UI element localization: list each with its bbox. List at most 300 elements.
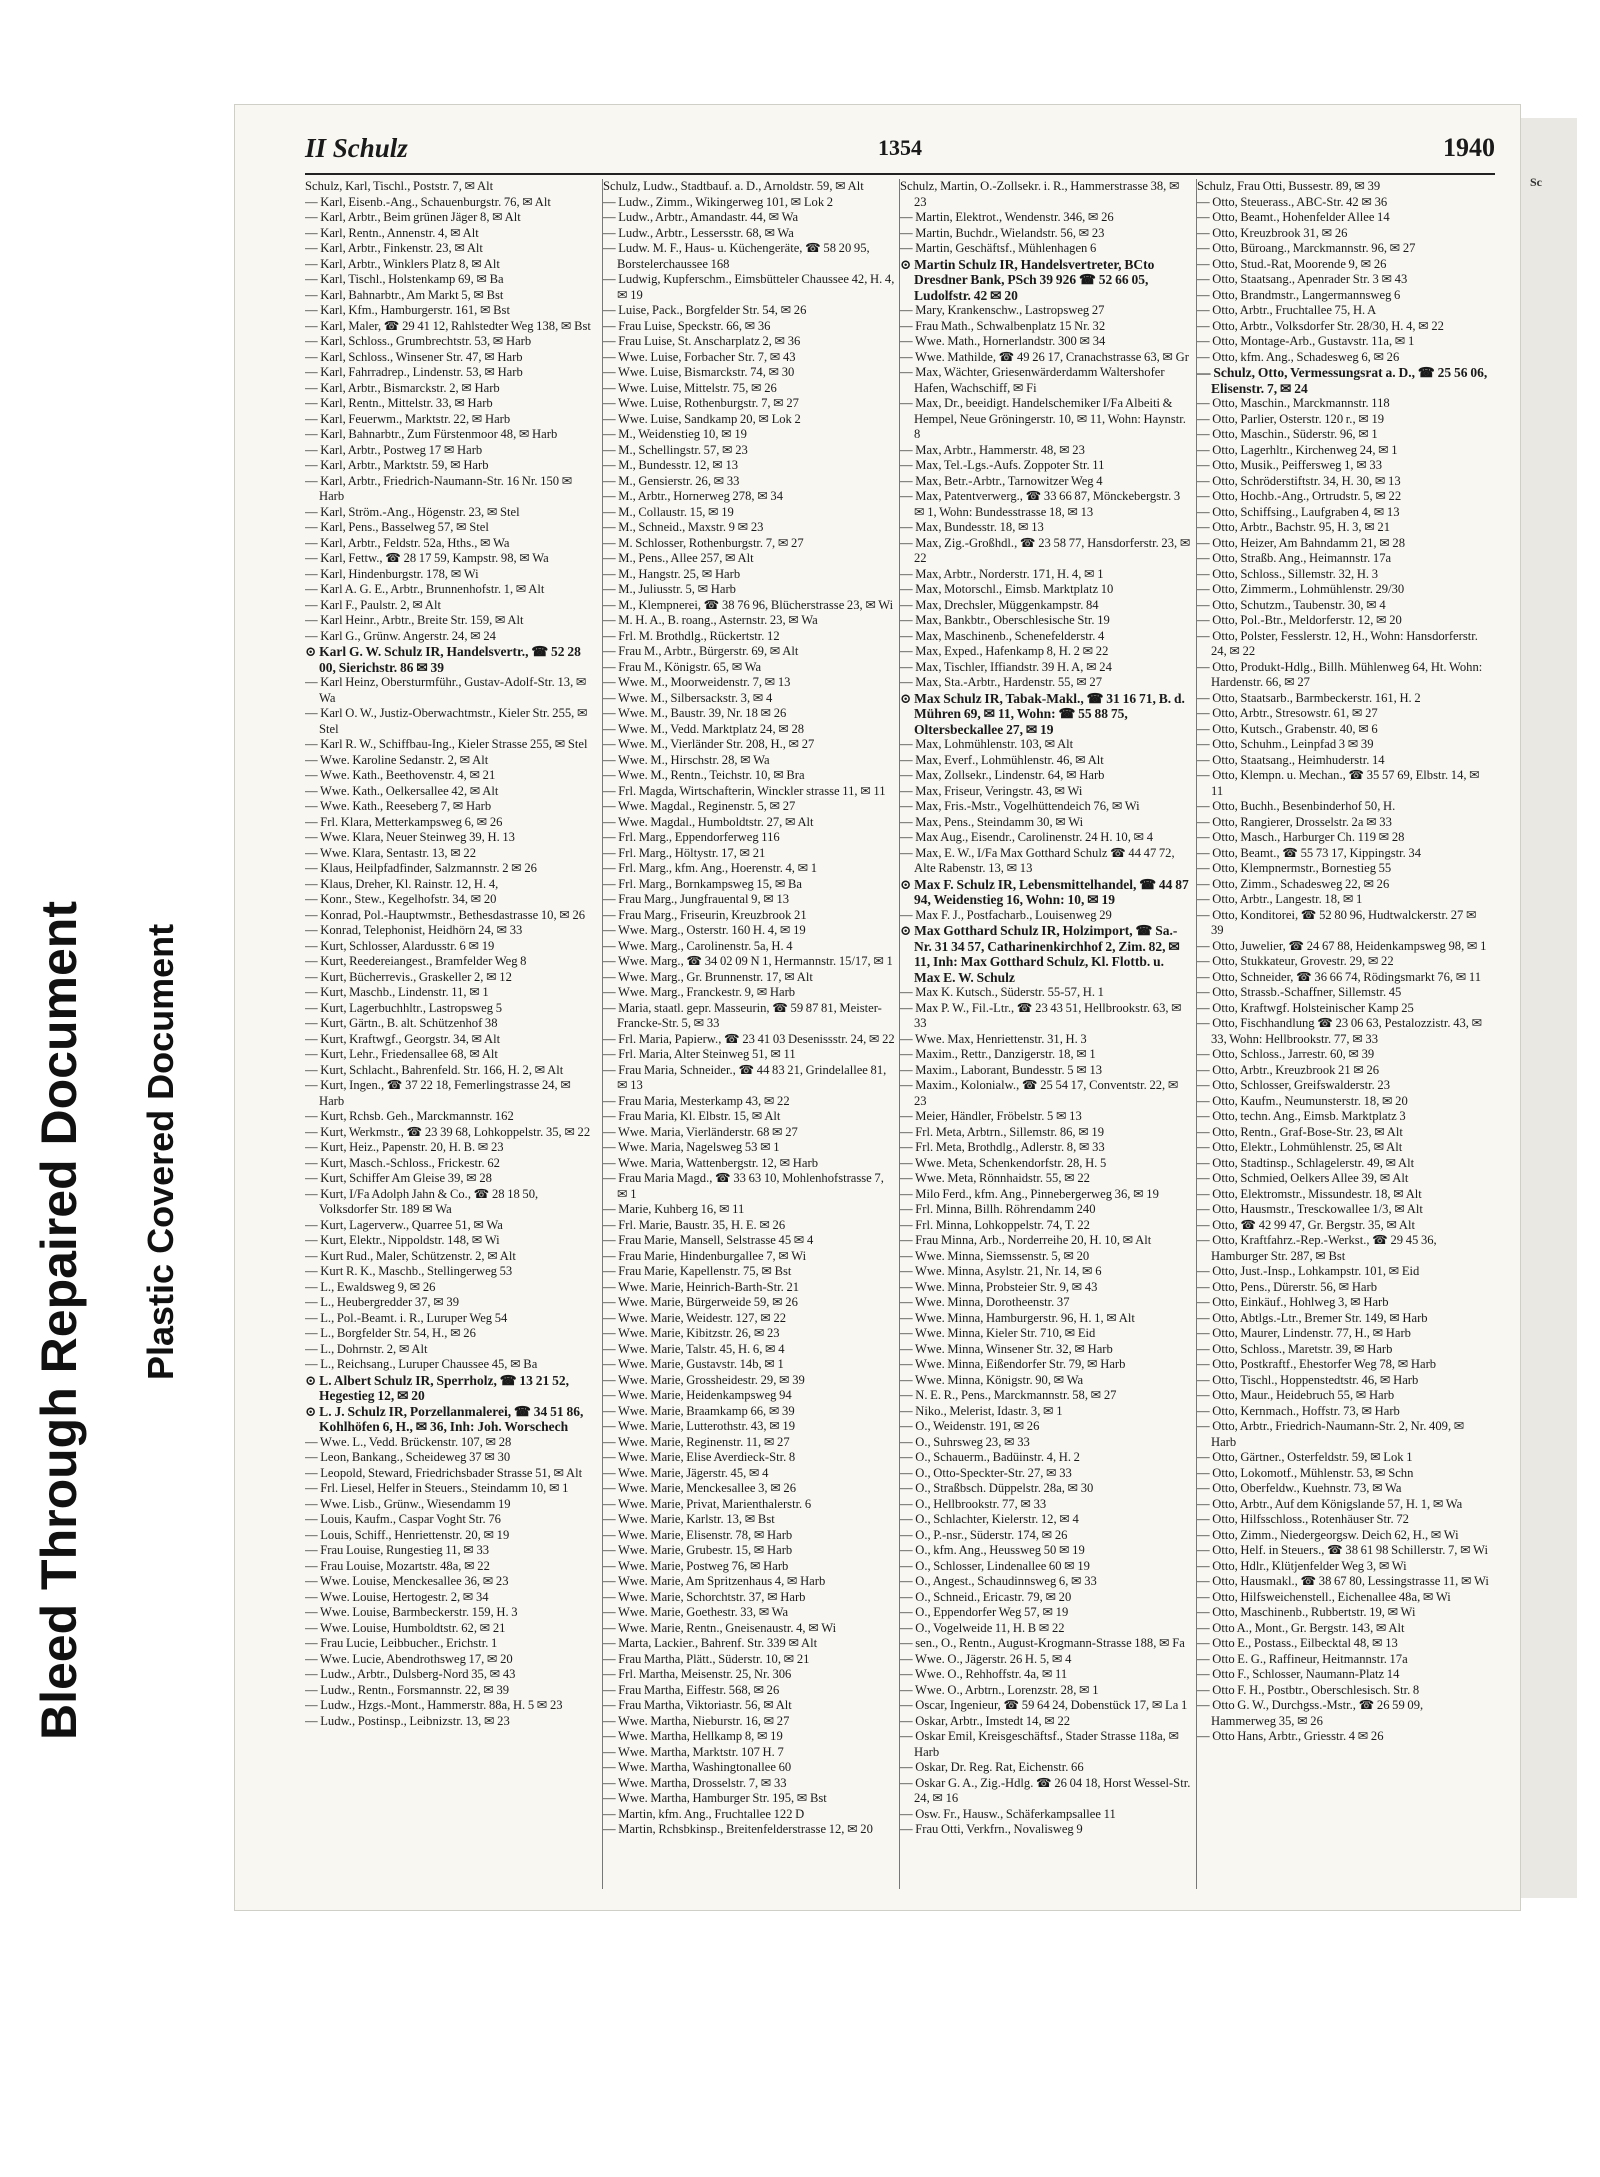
directory-entry: — Frl. Maria, Alter Steinweg 51, ✉ 11 [603,1047,796,1061]
directory-entry: — Otto, Zimmerm., Lohmühlenstr. 29/30 [1197,582,1405,596]
directory-entry: — Otto, Hochb.-Ang., Ortrudstr. 5, ✉ 22 [1197,489,1402,503]
directory-entry: — Max F. J., Postfacharb., Louisenweg 29 [900,907,1112,922]
directory-entry: — O., Vogelweide 11, H. B ✉ 22 [900,1620,1065,1635]
directory-entry: — Otto, Pol.-Btr., Meldorferstr. 12, ✉ 20 [1197,613,1402,627]
directory-entry: — Kurt, Gärtn., B. alt. Schützenhof 38 [305,1016,498,1030]
directory-entry: — Karl F., Paulstr. 2, ✉ Alt [305,597,441,612]
directory-entry: — Otto, Strassb.-Schaffner, Sillemstr. 45 [1197,985,1402,999]
directory-entry: — Ludwig, Kupferschm., Eimsbütteler Chaussee 42, H. 4, ✉ 19 [603,272,895,302]
directory-entry: — Karl, Bahnarbtr., Am Markt 5, ✉ Bst [305,287,504,302]
directory-entry: — Frau Maria, Schneider., ☎ 44 83 21, Grindelallee 81, ✉ 13 [603,1062,887,1092]
directory-entry: — Otto, Beamt., Hohenfelder Allee 14 [1197,210,1390,224]
directory-entry: — Otto, Schiffsing., Laufgraben 4, ✉ 13 [1197,504,1400,519]
directory-entry: — Otto, Arbtr., Langestr. 18, ✉ 1 [1197,892,1363,906]
directory-entry: — Frl. Meta, Arbtrn., Sillemstr. 86, ✉ 19 [900,1124,1105,1139]
directory-entry: — Otto, Schlosser, Greifswalderstr. 23 [1197,1078,1391,1092]
directory-entry: — Frl. Meta, Brothdlg., Adlerstr. 8, ✉ 33 [900,1140,1105,1154]
directory-entry: — Wwe. Minna, Dorotheenstr. 37 [900,1295,1070,1309]
directory-entry: — Otto, Staatsang., Apenrader Str. 3 ✉ 43 [1197,272,1408,286]
directory-entry: — Ludw., Rentn., Forsmannstr. 22, ✉ 39 [305,1682,510,1697]
directory-entry: — Otto, Staatsang., Heimhuderstr. 14 [1197,752,1385,767]
directory-entry: — Otto, Hausmstr., Tresckowallee 1/3, ✉ Alt [1197,1202,1423,1216]
directory-entry: — Max, E. W., I/Fa Max Gotthard Schulz ☎ 44 47 72, Alte Rabenstr. 13, ✉ 13 [900,845,1175,875]
directory-entry: — Otto, techn. Ang., Eimsb. Marktplatz 3 [1197,1109,1406,1123]
directory-entry: — O., Schauerm., Badüinstr. 4, H. 2 [900,1450,1080,1464]
directory-entry: — Frau Maria, Mesterkamp 43, ✉ 22 [603,1093,790,1108]
directory-entry: — Otto E., Postass., Eilbecktal 48, ✉ 13 [1197,1636,1398,1650]
directory-entry: — Karl, Arbtr., Postweg 17 ✉ Harb [305,442,483,457]
directory-entry: — Wwe. Luise, Forbacher Str. 7, ✉ 43 [603,349,796,364]
directory-entry: — Frl. Magda, Wirtschafterin, Winckler strasse 11, ✉ 11 [603,783,886,798]
directory-entry: — Otto, Heizer, Am Bahndamm 21, ✉ 28 [1197,535,1406,550]
directory-entry: — Marie, Kuhberg 16, ✉ 11 [603,1202,745,1216]
directory-entry: — Niko., Melerist, Idastr. 3, ✉ 1 [900,1403,1063,1418]
directory-entry: — Schulz, Otto, Vermessungsrat a. D., ☎ 25 56 06, Elisenstr. 7, ✉ 24 [1197,365,1488,396]
directory-entry: — Mary, Krankenschw., Lastropsweg 27 [900,303,1105,317]
directory-entry: ⊙ Max Schulz IR, Tabak-Makl., ☎ 31 16 71, B. d. Mühren 69, ✉ 11, Wohn: ☎ 55 88 75, Oltersbeckallee 27, ✉ 19 [900,690,1185,737]
directory-entry: — Otto, Schloss., Sillemstr. 32, H. 3 [1197,566,1379,581]
directory-entry: — Frl. Marg., Höltystr. 17, ✉ 21 [603,845,766,860]
directory-entry: — Karl Heinz, Obersturmführ., Gustav-Adolf-Str. 13, ✉ Wa [305,675,587,705]
directory-entry: — Kurt, Schlosser, Alardusstr. 6 ✉ 19 [305,938,495,953]
directory-entry: — Martin, Geschäftsf., Mühlenhagen 6 [900,241,1097,255]
directory-entry: — Wwe. Marie, Rentn., Gneisenaustr. 4, ✉ Wi [603,1620,837,1635]
directory-entry: — M., Klempnerei, ☎ 38 76 96, Blücherstrasse 23, ✉ Wi [603,597,894,612]
directory-entry: — Wwe. Martha, Hamburger Str. 195, ✉ Bst [603,1791,827,1805]
directory-entry: — Kurt, Bücherrevis., Graskeller 2, ✉ 12 [305,969,512,984]
directory-entry: — Ludw., Hzgs.-Mont., Hammerstr. 88a, H. 5 ✉ 23 [305,1698,563,1712]
directory-entry: — Otto, Kraftfahrz.-Rep.-Werkst., ☎ 29 45 36, Hamburger Str. 287, ✉ Bst [1197,1233,1437,1263]
directory-entry: — Otto, Produkt-Hdlg., Billh. Mühlenweg 64, Ht. Wohn: Hardenstr. 66, ✉ 27 [1197,659,1483,689]
directory-entry: — Wwe. Marie, Privat, Marienthalerstr. 6 [603,1496,812,1511]
directory-entry: — Otto, Arbtr., Auf dem Königslande 57, H. 1, ✉ Wa [1197,1496,1463,1511]
directory-entry: — Otto, ☎ 42 99 47, Gr. Bergstr. 35, ✉ Alt [1197,1217,1415,1232]
page-number: 1354 [878,135,922,160]
directory-entry: — Frau Louise, Mozartstr. 48a, ✉ 22 [305,1558,490,1573]
directory-entry: — Wwe. Minna, Eißendorfer Str. 79, ✉ Harb [900,1357,1126,1371]
directory-entry: — Wwe. Marie, Gustavstr. 14b, ✉ 1 [603,1357,784,1371]
directory-entry: — Oscar, Ingenieur, ☎ 59 64 24, Dobenstück 17, ✉ La 1 [900,1698,1188,1712]
directory-entry: — Frl. Marg., Eppendorferweg 116 [603,830,780,844]
directory-entry: — Karl, Arbtr., Marktstr. 59, ✉ Harb [305,458,489,472]
directory-entry: — Max, Betr.-Arbtr., Tarnowitzer Weg 4 [900,473,1103,488]
directory-entry: — Karl, Kfm., Hamburgerstr. 161, ✉ Bst [305,303,510,317]
directory-entry: — Karl A. G. E., Arbtr., Brunnenhofstr. 1, ✉ Alt [305,582,545,596]
directory-entry: — Milo Ferd., kfm. Ang., Pinnebergerweg 36, ✉ 19 [900,1186,1159,1201]
section-title: II Schulz [305,133,408,163]
directory-entry: — Max, Zollsekr., Lindenstr. 64, ✉ Harb [900,768,1105,782]
directory-entry: — Frl. Marie, Baustr. 35, H. E. ✉ 26 [603,1217,786,1232]
directory-entry: — Otto, Schröderstiftstr. 34, H. 30, ✉ 13 [1197,473,1401,488]
directory-entry: — Otto, Musik., Peiffersweg 1, ✉ 33 [1197,458,1383,472]
directory-entry: — Wwe. Minna, Probsteier Str. 9, ✉ 43 [900,1279,1098,1294]
directory-entry: — Wwe. Marg., ☎ 34 02 09 N 1, Hermannstr. 15/17, ✉ 1 [603,954,893,968]
directory-entry: — Otto, Maurer, Lindenstr. 77, H., ✉ Harb [1197,1326,1411,1340]
directory-entry: — Frl. Marg., Bornkampsweg 15, ✉ Ba [603,876,803,891]
directory-entry: — Otto, Schneider, ☎ 36 66 74, Rödingsmarkt 76, ✉ 11 [1197,969,1482,984]
directory-entry: — Frau Martha, Viktoriastr. 56, ✉ Alt [603,1698,792,1712]
directory-entry: — Otto, Einkäuf., Hohlweg 3, ✉ Harb [1197,1295,1389,1309]
directory-entry: — Wwe. Luise, Sandkamp 20, ✉ Lok 2 [603,411,801,426]
directory-entry: — Karl G., Grünw. Angerstr. 24, ✉ 24 [305,628,496,643]
directory-entry: — Wwe. Minna, Siemssenstr. 5, ✉ 20 [900,1248,1090,1263]
directory-entry: — Wwe. Martha, Drosselstr. 7, ✉ 33 [603,1775,787,1790]
directory-entry: — Frau Marie, Mansell, Selstrasse 45 ✉ 4 [603,1233,814,1247]
directory-entry: — Otto, Straßb. Ang., Heimannstr. 17a [1197,551,1392,565]
directory-column-1 [305,179,597,1889]
directory-entry: — Frau Luise, St. Anscharplatz 2, ✉ 36 [603,334,801,348]
directory-entry: — Wwe. Maria, Nagelsweg 53 ✉ 1 [603,1140,780,1154]
directory-entry: — Ludw. M. F., Haus- u. Küchengeräte, ☎ 58 20 95, Borstelerchaussee 168 [603,241,870,271]
directory-entry: — Otto F., Schlosser, Naumann-Platz 14 [1197,1667,1400,1681]
directory-entry: — Ludw., Arbtr., Dulsberg-Nord 35, ✉ 43 [305,1667,516,1681]
directory-entry: — Maxim., Rettr., Danzigerstr. 18, ✉ 1 [900,1047,1096,1061]
directory-entry: — M., Bundesstr. 12, ✉ 13 [603,458,739,472]
directory-entry: — Otto, Elektromstr., Missundestr. 18, ✉ Alt [1197,1186,1422,1201]
directory-entry: — Otto, Klempn. u. Mechan., ☎ 35 57 69, Elbstr. 14, ✉ 11 [1197,768,1480,798]
directory-entry: — Wwe. Marie, Heinrich-Barth-Str. 21 [603,1279,800,1294]
directory-entry: — Karl Heinr., Arbtr., Breite Str. 159, ✉ Alt [305,613,524,627]
directory-entry: — O., Suhrsweg 23, ✉ 33 [900,1434,1030,1449]
directory-entry: — Kurt, Lagerverw., Quarree 51, ✉ Wa [305,1217,503,1232]
directory-entry: — Wwe. Marie, Grossheidestr. 29, ✉ 39 [603,1372,805,1387]
directory-entry: — Wwe. Marg., Osterstr. 160 H. 4, ✉ 19 [603,923,806,937]
directory-entry: — Wwe. Maria, Vierländerstr. 68 ✉ 27 [603,1124,798,1139]
directory-entry: — Martin, Rchsbkinsp., Breitenfelderstrasse 12, ✉ 20 [603,1822,873,1836]
directory-entry: — Max, Tel.-Lgs.-Aufs. Zoppoter Str. 11 [900,458,1105,472]
directory-entry: — Otto, Postkraftf., Ehestorfer Weg 78, ✉ Harb [1197,1357,1437,1371]
directory-entry: — Otto, Staatsarb., Barmbeckerstr. 161, H. 2 [1197,690,1421,705]
directory-entry: — Wwe. Minna, Kieler Str. 710, ✉ Eid [900,1326,1096,1340]
directory-entry: — Otto, Pens., Dürerstr. 56, ✉ Harb [1197,1279,1377,1294]
directory-entry: — Karl, Fettw., ☎ 28 17 59, Kampstr. 98, ✉ Wa [305,551,549,565]
directory-entry: — M. Schlosser, Rothenburgstr. 7, ✉ 27 [603,535,804,550]
directory-entry: — Wwe. Lisb., Grünw., Wiesendamm 19 [305,1496,511,1511]
directory-entry: — Max, Exped., Hafenkamp 8, H. 2 ✉ 22 [900,644,1109,658]
directory-entry: — Otto A., Mont., Gr. Bergstr. 143, ✉ Alt [1197,1620,1405,1635]
directory-entry: — Wwe. Martha, Washingtonallee 60 [603,1760,792,1774]
directory-entry: — Max, Bankbtr., Oberschlesische Str. 19 [900,613,1110,627]
directory-entry: — Oskar, Arbtr., Imstedt 14, ✉ 22 [900,1713,1071,1728]
directory-entry: — Wwe. Marg., Franckestr. 9, ✉ Harb [603,985,796,999]
directory-entry: — Wwe. Marie, Jägerstr. 45, ✉ 4 [603,1465,769,1480]
directory-entry: — Karl, Bahnarbtr., Zum Fürstenmoor 48, ✉ Harb [305,427,558,441]
directory-entry: — Frau Luise, Speckstr. 66, ✉ 36 [603,318,771,333]
directory-entry: — Kurt, Rchsb. Geh., Marckmannstr. 162 [305,1109,514,1123]
directory-entry: — Frau Maria Magd., ☎ 33 63 10, Mohlenhofstrasse 7, ✉ 1 [603,1171,884,1201]
directory-entry: — Frau M., Arbtr., Bürgerstr. 69, ✉ Alt [603,644,799,658]
directory-entry: — Karl, Rentn., Annenstr. 4, ✉ Alt [305,225,479,240]
directory-entry: ⊙ Karl G. W. Schulz IR, Handelsvertr., ☎ 52 28 00, Sierichstr. 86 ✉ 39 [305,644,581,675]
directory-entry: — O., Hellbrookstr. 77, ✉ 33 [900,1496,1047,1511]
directory-entry: — Otto, Brandmstr., Langermannsweg 6 [1197,287,1401,302]
directory-entry: — Max, Sta.-Arbtr., Hardenstr. 55, ✉ 27 [900,675,1103,689]
directory-entry: — Otto, Hausmakl., ☎ 38 67 80, Lessingstrasse 11, ✉ Wi [1197,1574,1489,1588]
directory-entry: — L., Dohrnstr. 2, ✉ Alt [305,1341,428,1356]
directory-entry: — Max, Motorschl., Eimsb. Marktplatz 10 [900,582,1114,596]
directory-entry: — Wwe. Kath., Beethovenstr. 4, ✉ 21 [305,768,496,782]
directory-entry: — Karl, Arbtr., Feldstr. 52a, Hths., ✉ Wa [305,535,510,550]
directory-entry: — M., Schneid., Maxstr. 9 ✉ 23 [603,520,764,534]
directory-entry: — L., Borgfelder Str. 54, H., ✉ 26 [305,1326,476,1340]
directory-entry: — Otto, Masch., Harburger Ch. 119 ✉ 28 [1197,830,1405,844]
directory-entry: — Wwe. Minna, Hamburgerstr. 96, H. 1, ✉ Alt [900,1310,1135,1325]
directory-entry: — Wwe. Magdal., Humboldtstr. 27, ✉ Alt [603,814,814,829]
directory-entry: — Wwe. M., Rentn., Teichstr. 10, ✉ Bra [603,768,805,782]
directory-entry: — Otto, Fischhandlung ☎ 23 06 63, Pestalozzistr. 43, ✉ 33, Wohn: Hellbrookstr. 77, ✉ 33 [1197,1016,1483,1046]
directory-entry: Schulz, Ludw., Stadtbauf. a. D., Arnoldstr. 59, ✉ Alt [603,179,864,193]
directory-entry: — O., Straßbsch. Düppelstr. 28a, ✉ 30 [900,1481,1094,1495]
directory-entry: — Wwe. M., Baustr. 39, Nr. 18 ✉ 26 [603,706,787,720]
directory-entry: — Karl, Arbtr., Winklers Platz 8, ✉ Alt [305,256,500,271]
directory-entry: — Kurt, Ingen., ☎ 37 22 18, Femerlingstrasse 24, ✉ Harb [305,1078,571,1108]
directory-entry: — Otto, Zimm., Niedergeorgsw. Deich 62, H., ✉ Wi [1197,1527,1459,1542]
directory-entry: — Otto, Schloss., Jarrestr. 60, ✉ 39 [1197,1047,1375,1061]
directory-entry: — Karl, Fahrradrep., Lindenstr. 53, ✉ Harb [305,365,523,379]
directory-entry: — Otto, Maschin., Süderstr. 96, ✉ 1 [1197,427,1378,441]
directory-entry: — Karl, Arbtr., Friedrich-Naumann-Str. 16 Nr. 150 ✉ Harb [305,473,573,503]
directory-entry: ⊙ Max Gotthard Schulz IR, Holzimport, ☎ Sa.-Nr. 31 34 57, Catharinenkirchhof 2, Zim. 82, ✉ 11, Inh: Max Gotthard Schulz, Kl. Flottb. u. Max E. W. Schulz [900,923,1180,985]
directory-entry: — Otto, Arbtr., Bachstr. 95, H. 3, ✉ 21 [1197,520,1391,534]
directory-entry: — O., Schneid., Ericastr. 79, ✉ 20 [900,1589,1072,1604]
directory-entry: — Otto, Büroang., Marckmannstr. 96, ✉ 27 [1197,241,1416,255]
directory-entry: — Wwe. Maria, Wattenbergstr. 12, ✉ Harb [603,1155,818,1170]
directory-entry: — Frau Math., Schwalbenplatz 15 Nr. 32 [900,318,1106,333]
directory-entry: ⊙ Max F. Schulz IR, Lebensmittelhandel, ☎ 44 87 94, Weidenstieg 16, Wohn: 10, ✉ 19 [900,876,1189,907]
directory-entry: — Wwe. Max, Henriettenstr. 31, H. 3 [900,1031,1087,1046]
directory-entry: — Otto, Stadtinsp., Schlagelerstr. 49, ✉ Alt [1197,1155,1415,1170]
directory-columns [305,179,1495,1889]
directory-entry: — O., Schlachter, Kielerstr. 12, ✉ 4 [900,1512,1079,1526]
directory-entry: — Otto, Juwelier, ☎ 24 67 88, Heidenkampsweg 98, ✉ 1 [1197,938,1487,953]
directory-entry: — Wwe. Marie, Reginenstr. 11, ✉ 27 [603,1434,790,1449]
directory-entry: — Otto, Arbtr., Friedrich-Naumann-Str. 2, Nr. 409, ✉ Harb [1197,1419,1465,1449]
directory-entry: — Max, Dr., beeidigt. Handelschemiker I/Fa Albeiti & Hempel, Neue Gröningerstr. 10, ✉ 11, Wohn: Haynstr. 8 [900,396,1186,441]
directory-entry: — Otto, Elektr., Lohmühlenstr. 25, ✉ Alt [1197,1140,1403,1154]
directory-entry: — Oskar G. A., Zig.-Hdlg. ☎ 26 04 18, Horst Wessel-Str. 24, ✉ 16 [900,1775,1191,1805]
directory-entry: — Wwe. Kath., Oelkersallee 42, ✉ Alt [305,783,499,798]
directory-entry: — Max, Wächter, Griesenwärderdamm Waltershofer Hafen, Wachschiff, ✉ Fi [900,365,1165,395]
directory-entry: — Otto, Helf. in Steuers., ☎ 38 61 98 Schillerstr. 7, ✉ Wi [1197,1543,1488,1557]
directory-entry: — Maria, staatl. gepr. Masseurin, ☎ 59 87 81, Meister-Francke-Str. 5, ✉ 33 [603,1000,882,1030]
directory-entry: — Otto, Kernmach., Hoffstr. 73, ✉ Harb [1197,1403,1400,1418]
directory-entry: ⊙ L. Albert Schulz IR, Sperrholz, ☎ 13 21 52, Hegestieg 12, ✉ 20 [305,1372,570,1403]
directory-entry: — M., Pens., Allee 257, ✉ Alt [603,551,754,565]
directory-entry: — Wwe. Marie, Menckesallee 3, ✉ 26 [603,1481,797,1495]
directory-entry: — Otto, Montage-Arb., Gustavstr. 11a, ✉ 1 [1197,334,1415,348]
directory-entry: — Kurt, Reedereiangest., Bramfelder Weg 8 [305,954,527,968]
directory-entry: — Klaus, Dreher, Kl. Rainstr. 12, H. 4, [305,876,499,891]
directory-entry: — Karl, Rentn., Mittelstr. 33, ✉ Harb [305,396,493,410]
directory-entry: — Maxim., Laborant, Bundesstr. 5 ✉ 13 [900,1062,1103,1077]
directory-entry: — Max, Arbtr., Norderstr. 171, H. 4, ✉ 1 [900,566,1104,581]
directory-entry: — Ludw., Zimm., Wikingerweg 101, ✉ Lok 2 [603,194,834,209]
directory-entry: — Otto G. W., Durchgss.-Mstr., ☎ 26 59 09, Hammerweg 35, ✉ 26 [1197,1698,1424,1728]
directory-entry: — Wwe. Marie, Braamkamp 66, ✉ 39 [603,1403,795,1418]
directory-entry: — Wwe. M., Vierländer Str. 208, H., ✉ 27 [603,737,815,751]
directory-entry: — Otto, Oberfeldw., Kuehnstr. 73, ✉ Wa [1197,1481,1402,1495]
directory-entry: — Otto, Maschinenb., Rubbertstr. 19, ✉ Wi [1197,1605,1416,1619]
directory-entry: — Konrad, Telephonist, Heidhörn 24, ✉ 33 [305,923,523,937]
directory-entry: — Otto, Kreuzbrook 31, ✉ 26 [1197,225,1348,240]
directory-entry: — Frl. Klara, Metterkampsweg 6, ✉ 26 [305,814,503,829]
directory-entry: — Kurt, Werkmstr., ☎ 23 39 68, Lohkoppelstr. 35, ✉ 22 [305,1124,591,1139]
directory-entry: — Otto, Stukkateur, Grovestr. 29, ✉ 22 [1197,954,1394,968]
next-page-edge-text: Sc [1530,175,1542,189]
directory-entry: — Wwe. Marie, Lutterothstr. 43, ✉ 19 [603,1419,795,1433]
directory-entry: — Frl. Minna, Lohkoppelstr. 74, T. 22 [900,1217,1090,1232]
directory-entry: — M., Hangstr. 25, ✉ Harb [603,566,741,581]
directory-entry: — Max, Zig.-Großhdl., ☎ 23 58 77, Hansdorferstr. 23, ✉ 22 [900,535,1191,565]
directory-page [235,105,1520,1910]
directory-entry: — Wwe. Luise, Mittelstr. 75, ✉ 26 [603,380,777,395]
directory-entry: — Oskar, Dr. Reg. Rat, Eichenstr. 66 [900,1760,1084,1774]
directory-entry: — Frau Marie, Kapellenstr. 75, ✉ Bst [603,1264,792,1278]
directory-entry: — Frau Marg., Jungfrauental 9, ✉ 13 [603,892,790,906]
directory-entry: — Karl, Arbtr., Finkenstr. 23, ✉ Alt [305,241,483,255]
directory-entry: — L., Heubergredder 37, ✉ 39 [305,1295,460,1309]
directory-entry: — Osw. Fr., Hausw., Schäferkampsallee 11 [900,1806,1116,1821]
directory-entry: — Louis, Schiff., Henriettenstr. 20, ✉ 19 [305,1527,510,1542]
directory-entry: — Wwe. Louise, Hertogestr. 2, ✉ 34 [305,1589,489,1604]
directory-entry: — Otto E. G., Raffineur, Heitmannstr. 17a [1197,1651,1408,1666]
directory-entry: — Wwe. Luise, Rothenburgstr. 7, ✉ 27 [603,396,799,410]
directory-entry: — O., Weidenstr. 191, ✉ 26 [900,1419,1040,1433]
directory-entry: — M., Schellingstr. 57, ✉ 23 [603,442,748,457]
directory-entry: — Wwe. Marie, Elisenstr. 78, ✉ Harb [603,1527,793,1542]
directory-entry: — Karl, Pens., Basselweg 57, ✉ Stel [305,520,489,534]
directory-entry: — Max, Drechsler, Müggenkampstr. 84 [900,597,1099,612]
directory-entry: — Wwe. Martha, Nieburstr. 16, ✉ 27 [603,1713,790,1728]
directory-entry: — Otto, Beamt., ☎ 55 73 17, Kippingstr. 34 [1197,845,1422,860]
directory-entry: — Wwe. L., Vedd. Brückenstr. 107, ✉ 28 [305,1434,512,1449]
directory-entry: — Wwe. Math., Hornerlandstr. 300 ✉ 34 [900,334,1106,348]
directory-entry: — Otto, Lokomotf., Mühlenstr. 53, ✉ Schn [1197,1465,1414,1480]
directory-entry: — Kurt, Heiz., Papenstr. 20, H. B. ✉ 23 [305,1140,504,1154]
directory-entry: — Martin, kfm. Ang., Fruchtallee 122 D [603,1806,805,1821]
directory-entry: — Otto, Buchh., Besenbinderhof 50, H. [1197,799,1396,813]
directory-entry: — Wwe. Karoline Sedanstr. 2, ✉ Alt [305,752,489,767]
directory-entry: — M., Weidenstieg 10, ✉ 19 [603,427,747,441]
directory-entry: — Max, Bundesstr. 18, ✉ 13 [900,520,1044,534]
bleed-through-label: Bleed Through Repaired Document [31,901,87,1740]
directory-entry: — Wwe. Marie, Heidenkampsweg 94 [603,1388,792,1402]
directory-entry: — Konr., Stew., Kegelhofstr. 34, ✉ 20 [305,892,497,906]
directory-entry: — Frau Louise, Rungestieg 11, ✉ 33 [305,1543,490,1557]
directory-entry: ⊙ L. J. Schulz IR, Porzellanmalerei, ☎ 34 51 86, Kohlhöfen 6, H., ✉ 36, Inh: Joh. Worschech [305,1403,584,1434]
directory-entry: — Wwe. Martha, Marktstr. 107 H. 7 [603,1744,784,1759]
directory-entry: Schulz, Martin, O.-Zollsekr. i. R., Hammerstrasse 38, ✉ 23 [900,179,1180,209]
directory-entry: — Otto, Klempnermstr., Bornestieg 55 [1197,861,1392,875]
directory-entry: Schulz, Karl, Tischl., Poststr. 7, ✉ Alt [305,179,494,193]
directory-entry: — Wwe. Marie, Elise Averdieck-Str. 8 [603,1450,796,1464]
directory-entry: — Max P. W., Fil.-Ltr., ☎ 23 43 51, Hellbrookstr. 63, ✉ 33 [900,1000,1182,1030]
directory-entry: — Otto, Hilfsweichenstell., Eichenallee 48a, ✉ Wi [1197,1589,1451,1604]
directory-entry: — Kurt, Kraftwgf., Georgstr. 34, ✉ Alt [305,1031,501,1046]
directory-entry: — Wwe. Martha, Hellkamp 8, ✉ 19 [603,1729,783,1743]
directory-entry: — Frau Marie, Hindenburgallee 7, ✉ Wi [603,1248,807,1263]
directory-entry: — Karl, Eisenb.-Ang., Schauenburgstr. 76, ✉ Alt [305,194,551,209]
directory-entry: — sen., O., Rentn., August-Krogmann-Strasse 188, ✉ Fa [900,1636,1185,1650]
directory-entry: — Wwe. Klara, Sentastr. 13, ✉ 22 [305,845,477,860]
directory-entry: — L., Reichsang., Luruper Chaussee 45, ✉ Ba [305,1357,538,1371]
directory-entry: — Frau M., Königstr. 65, ✉ Wa [603,659,762,674]
directory-entry: — O., P.-nsr., Süderstr. 174, ✉ 26 [900,1527,1068,1542]
directory-entry: — M., Gensierstr. 26, ✉ 33 [603,473,740,488]
directory-entry: — M., Collaustr. 15, ✉ 19 [603,504,734,519]
directory-entry: — Otto, Tischl., Hoppenstedtstr. 46, ✉ Harb [1197,1372,1419,1387]
directory-entry: — Kurt Rud., Maler, Schützenstr. 2, ✉ Alt [305,1248,516,1263]
directory-entry: — O., Angest., Schaudinnsweg 6, ✉ 33 [900,1574,1097,1588]
directory-entry: — Louis, Kaufm., Caspar Voght Str. 76 [305,1512,501,1526]
directory-entry: — Otto, Arbtr., Kreuzbrook 21 ✉ 26 [1197,1062,1380,1077]
directory-entry: — Otto, Stud.-Rat, Moorende 9, ✉ 26 [1197,256,1387,271]
directory-entry: — Wwe. O., Jägerstr. 26 H. 5, ✉ 4 [900,1651,1072,1666]
directory-entry: — Karl, Feuerwm., Marktstr. 22, ✉ Harb [305,411,511,426]
directory-entry: — Wwe. Marg., Gr. Brunnenstr. 17, ✉ Alt [603,969,813,984]
directory-entry: — Otto, Zimm., Schadesweg 22, ✉ 26 [1197,876,1390,891]
directory-entry: — Max, Fris.-Mstr., Vogelhüttendeich 76, ✉ Wi [900,799,1140,813]
directory-entry: — Ludw., Arbtr., Lessersstr. 68, ✉ Wa [603,225,794,240]
directory-entry: — Wwe. Marie, Karlstr. 13, ✉ Bst [603,1512,775,1526]
directory-entry: — Frl. Marg., kfm. Ang., Hoerenstr. 4, ✉ 1 [603,861,818,875]
directory-entry: — L., Pol.-Beamt. i. R., Luruper Weg 54 [305,1310,508,1325]
directory-entry: — Karl, Tischl., Holstenkamp 69, ✉ Ba [305,272,504,286]
directory-entry: — Max, Pens., Steindamm 30, ✉ Wi [900,814,1084,829]
directory-entry: — Otto, Schmied, Oelkers Allee 39, ✉ Alt [1197,1171,1409,1185]
directory-entry: — O., Eppendorfer Weg 57, ✉ 19 [900,1605,1069,1619]
directory-entry: — Kurt, Maschb., Lindenstr. 11, ✉ 1 [305,985,489,999]
page-header [305,125,1495,175]
directory-entry: — Max, Tischler, Iffiandstr. 39 H. A, ✉ 24 [900,659,1112,674]
directory-entry: — Wwe. Minna, Königstr. 90, ✉ Wa [900,1372,1084,1387]
directory-entry: — Ludw., Postinsp., Leibnizstr. 13, ✉ 23 [305,1713,510,1728]
directory-entry: — Martin, Elektrot., Wendenstr. 346, ✉ 26 [900,210,1114,224]
directory-entry: — Marta, Lackier., Bahrenf. Str. 339 ✉ Alt [603,1636,818,1650]
directory-entry: — Konrad, Pol.-Hauptwmstr., Bethesdastrasse 10, ✉ 26 [305,907,586,922]
directory-entry: — Wwe. Kath., Reeseberg 7, ✉ Harb [305,799,492,813]
directory-entry: — Wwe. Louise, Barmbeckerstr. 159, H. 3 [305,1605,518,1619]
directory-entry: — Otto, Hdlr., Klütjenfelder Weg 3, ✉ Wi [1197,1558,1407,1573]
directory-entry: — Otto, Arbtr., Fruchtallee 75, H. A [1197,303,1377,317]
directory-entry: — Karl, Ström.-Ang., Högenstr. 23, ✉ Stel [305,504,520,519]
directory-entry: — Klaus, Heilpfadfinder, Salzmannstr. 2 ✉ 26 [305,861,537,875]
directory-entry: — Otto, Steuerass., ABC-Str. 42 ✉ 36 [1197,194,1388,209]
directory-entry: — Wwe. M., Moorweidenstr. 7, ✉ 13 [603,675,791,689]
directory-entry: — Kurt, Lagerbuchhltr., Lastropsweg 5 [305,1000,503,1015]
directory-entry: — Otto, Polster, Fesslerstr. 12, H., Wohn: Hansdorferstr. 24, ✉ 22 [1197,628,1478,658]
directory-entry: — Otto, Konditorei, ☎ 52 80 96, Hudtwalckerstr. 27 ✉ 39 [1197,907,1477,937]
directory-entry: — Wwe. Minna, Winsener Str. 32, ✉ Harb [900,1341,1113,1356]
directory-entry: — Frl. Minna, Billh. Röhrendamm 240 [900,1202,1096,1216]
directory-entry: — Wwe. Louise, Humboldtstr. 62, ✉ 21 [305,1620,506,1635]
directory-entry: — Otto, Kaufm., Neumunsterstr. 18, ✉ 20 [1197,1093,1408,1108]
directory-column-3 [899,179,1192,1889]
directory-entry: — O., Schlosser, Lindenallee 60 ✉ 19 [900,1558,1090,1573]
directory-entry: — Frau Minna, Arb., Norderreihe 20, H. 10, ✉ Alt [900,1233,1152,1247]
directory-entry: — Otto, Kutsch., Grabenstr. 40, ✉ 6 [1197,721,1378,736]
directory-entry: — Wwe. Magdal., Reginenstr. 5, ✉ 27 [603,799,796,813]
directory-entry: — Kurt R. K., Maschb., Stellingerweg 53 [305,1264,513,1278]
directory-entry: — Kurt, I/Fa Adolph Jahn & Co., ☎ 28 18 50, Volksdorfer Str. 189 ✉ Wa [305,1186,539,1216]
directory-entry: — Karl, Arbtr., Beim grünen Jäger 8, ✉ Alt [305,210,521,224]
directory-entry: — Karl, Schloss., Grumbrechtstr. 53, ✉ Harb [305,334,532,348]
directory-entry: — Frau Martha, Plätt., Süderstr. 10, ✉ 21 [603,1651,810,1666]
directory-entry: — Otto, Lagerhltr., Kirchenweg 24, ✉ 1 [1197,442,1398,457]
directory-entry: — Otto, Gärtner., Osterfeldstr. 59, ✉ Lok 1 [1197,1450,1413,1464]
directory-entry: — Karl, Schloss., Winsener Str. 47, ✉ Harb [305,349,523,364]
directory-entry: — Wwe. Marie, Grubestr. 15, ✉ Harb [603,1543,793,1557]
